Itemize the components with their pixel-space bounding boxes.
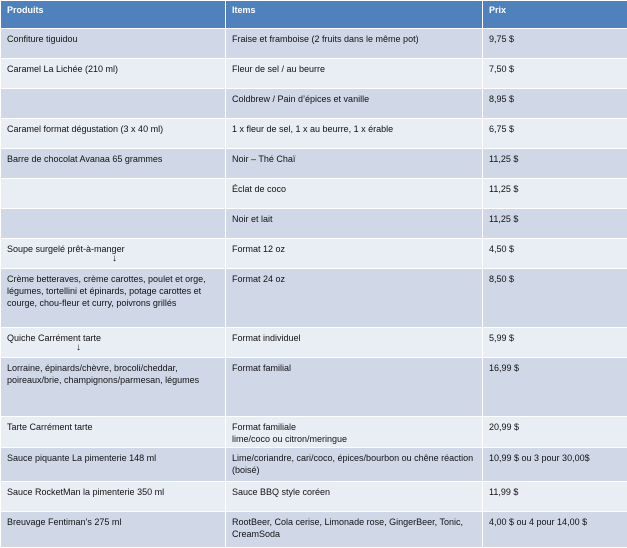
items-cell: Éclat de coco [226,179,483,209]
items-cell: Format 24 oz [226,269,483,328]
items-cell: Coldbrew / Pain d’épices et vanille [226,89,483,119]
down-arrow-icon: ↓ [76,344,219,352]
table-row [1,119,627,149]
table-row [1,269,627,328]
product-cell: Crème betteraves, crème carottes, poulet et orge, légumes, tortellini et épinards, potage carottes et courge, chou-fleur et curry, poivrons grillés [1,269,226,328]
price-cell: 10,99 $ ou 3 pour 30,00$ [483,448,627,482]
price-cell: 9,75 $ [483,29,627,59]
table-row [1,448,627,482]
price-cell: 11,25 $ [483,179,627,209]
product-cell: Breuvage Fentiman’s 275 ml [1,512,226,548]
price-cell: 16,99 $ [483,358,627,417]
table-row [1,59,627,89]
header-items: Items [226,1,483,29]
items-cell: 1 x fleur de sel, 1 x au beurre, 1 x érable [226,119,483,149]
items-cell: Format 12 oz [226,239,483,269]
price-cell: 11,25 $ [483,209,627,239]
product-cell: Sauce piquante La pimenterie 148 ml [1,448,226,482]
down-arrow-icon: ↓ [112,255,219,263]
items-cell: Fraise et framboise (2 fruits dans le même pot) [226,29,483,59]
product-cell: Confiture tiguidou [1,29,226,59]
price-cell: 6,75 $ [483,119,627,149]
table-row [1,179,627,209]
product-text: Quiche Carrément tarte [7,333,101,343]
table-row [1,328,627,358]
product-cell: Tarte Carrément tarte [1,417,226,448]
items-cell: Lime/coriandre, cari/coco, épices/bourbon ou chêne réaction (boisé) [226,448,483,482]
table-row [1,358,627,417]
items-cell: Noir – Thé Chaï [226,149,483,179]
table-row [1,29,627,59]
price-cell: 11,25 $ [483,149,627,179]
price-cell: 4,50 $ [483,239,627,269]
price-cell: 20,99 $ [483,417,627,448]
product-cell [1,209,226,239]
header-row [1,1,627,29]
table-row [1,482,627,512]
table-row [1,417,627,448]
table-row [1,512,627,548]
items-cell: Noir et lait [226,209,483,239]
product-cell [1,179,226,209]
product-cell: Sauce RocketMan la pimenterie 350 ml [1,482,226,512]
items-cell: Fleur de sel / au beurre [226,59,483,89]
table-row [1,239,627,269]
items-cell: Format familial [226,358,483,417]
product-text: Soupe surgelé prêt-à-manger [7,244,125,254]
product-cell: Barre de chocolat Avanaa 65 grammes [1,149,226,179]
price-cell: 11,99 $ [483,482,627,512]
price-cell: 7,50 $ [483,59,627,89]
header-price: Prix [483,1,627,29]
product-cell: Caramel La Lichée (210 ml) [1,59,226,89]
header-products: Produits [1,1,226,29]
items-cell: Sauce BBQ style coréen [226,482,483,512]
table-row [1,89,627,119]
product-cell [1,328,226,358]
table-row [1,149,627,179]
product-cell [1,89,226,119]
price-cell: 5,99 $ [483,328,627,358]
items-cell: RootBeer, Cola cerise, Limonade rose, GingerBeer, Tonic, CreamSoda [226,512,483,548]
items-cell: Format familiale lime/coco ou citron/meringue [226,417,483,448]
price-cell: 8,50 $ [483,269,627,328]
table-row [1,209,627,239]
price-cell: 8,95 $ [483,89,627,119]
product-cell: Lorraine, épinards/chèvre, brocoli/cheddar, poireaux/brie, champignons/parmesan, légumes [1,358,226,417]
product-cell [1,239,226,269]
price-cell: 4,00 $ ou 4 pour 14,00 $ [483,512,627,548]
product-cell: Caramel format dégustation (3 x 40 ml) [1,119,226,149]
items-cell: Format individuel [226,328,483,358]
